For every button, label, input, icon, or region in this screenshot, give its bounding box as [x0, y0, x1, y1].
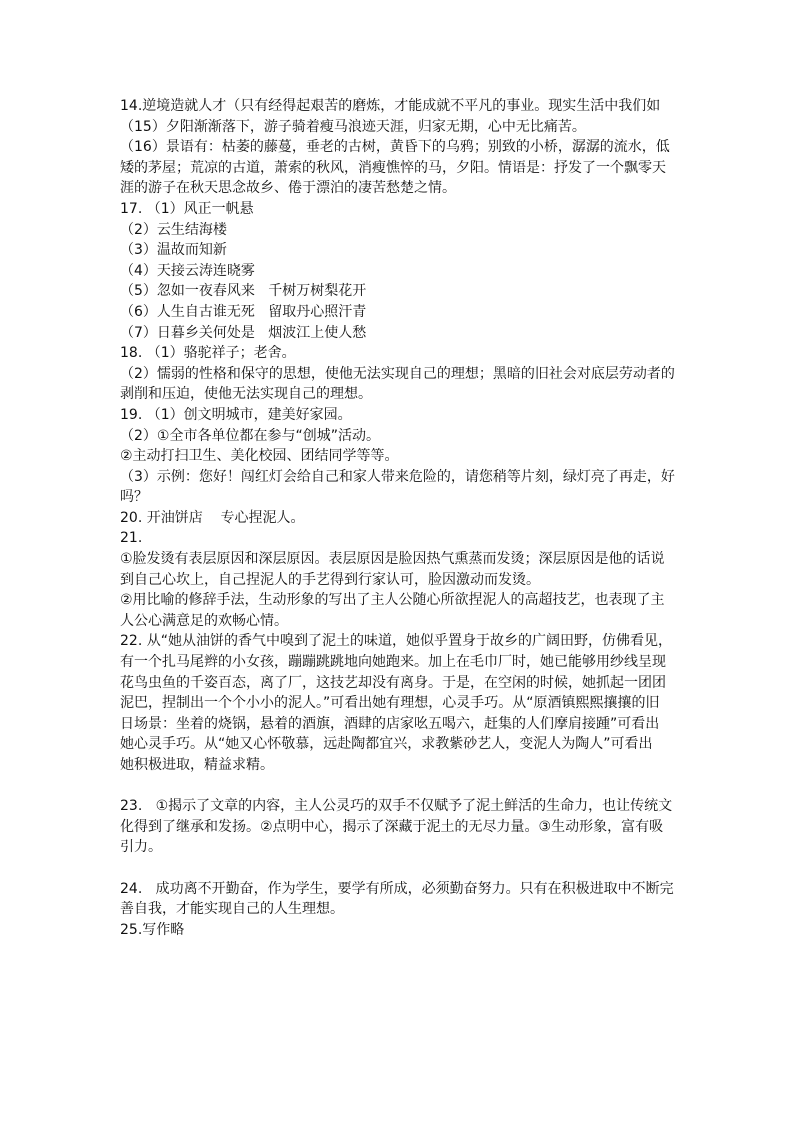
answer-22-line-3: 花鸟虫鱼的千姿百态，离了厂，这技艺却没有离身。于是，在空闲的时候，她抓起一团团: [120, 674, 666, 691]
answer-17-4: （4）天接云涛连晓雾: [120, 262, 255, 279]
answer-23-line-2: 化得到了继承和发扬。②点明中心，揭示了深藏于泥土的无尽力量。③生动形象，富有吸: [120, 818, 664, 835]
answer-22-line-6: 她心灵手巧。从“她又心怀敬慕，远赴陶都宜兴，求教紫砂艺人，变泥人为陶人”可看出: [120, 736, 653, 753]
answer-19-3-line-2: 吗？: [120, 489, 148, 506]
answer-document: [120, 96, 680, 940]
answer-22-line-7: 她积极进取，精益求精。: [120, 757, 274, 773]
paragraph-gap: [120, 776, 680, 797]
answer-21-2-line-1: ②用比喻的修辞手法，生动形象的写出了主人公随心所欲捏泥人的高超技艺，也表现了主: [120, 592, 665, 609]
answer-17-5: （5）忽如一夜春风来 千树万树梨花开: [120, 283, 367, 300]
answer-15-line: （15）夕阳渐渐落下，游子骑着瘦马浪迹天涯，归家无期，心中无比痛苦。: [120, 118, 586, 135]
answer-17-6: （6）人生自古谁无死 留取丹心照汗青: [120, 303, 367, 320]
answer-24-line-2: 善自我，才能实现自己的人生理想。: [120, 901, 344, 918]
paragraph-gap: [120, 858, 680, 879]
answer-16-line-3: 涯的游子在秋天思念故乡、倦于漂泊的凄苦愁楚之情。: [120, 180, 456, 197]
answer-21-2-line-2: 人公心满意足的欢畅心情。: [120, 612, 288, 629]
answer-24-line-1: 24. 成功离不开勤奋，作为学生，要学有所成，必须勤奋努力。只有在积极进取中不断完: [120, 880, 674, 897]
answer-22-line-1: 22. 从“她从油饼的香气中嗅到了泥土的味道，她似乎置身于故乡的广阔田野，仿佛看见，: [120, 633, 672, 650]
answer-22-line-5: 日场景：坐着的烧锅，悬着的酒旗，酒肆的店家吆五喝六，赶集的人们摩肩接踵”可看出: [120, 715, 660, 732]
answer-17-1: 17. （1）风正一帆悬: [120, 200, 254, 217]
answer-23-line-3: 引力。: [120, 839, 162, 856]
answer-18-2-line-1: （2）懦弱的性格和保守的思想，使他无法实现自己的理想；黑暗的旧社会对底层劳动者的: [120, 365, 675, 382]
answer-16-line-1: （16）景语有：枯萎的藤蔓，垂老的古树，黄昏下的乌鸦；别致的小桥，潺潺的流水，低: [120, 139, 670, 156]
answer-21-1-line-1: ①脸发烫有表层原因和深层原因。表层原因是脸因热气熏蒸而发烫；深层原因是他的话说: [120, 551, 665, 568]
answer-16-line-2: 矮的茅屋；荒凉的古道，萧索的秋风，消瘦憔悴的马，夕阳。情语是：抒发了一个飘零天: [120, 159, 666, 176]
answer-19-2-line-2: ②主动打扫卫生、美化校园、团结同学等等。: [120, 448, 399, 465]
answer-19-3-line-1: （3）示例：您好！闯红灯会给自己和家人带来危险的，请您稍等片刻，绿灯亮了再走，好: [120, 468, 675, 485]
answer-18-2-line-2: 剥削和压迫，使他无法实现自己的理想。: [120, 386, 372, 403]
answer-17-2: （2）云生结海楼: [120, 221, 227, 238]
answer-21-1-line-2: 到自己心坎上，自己捏泥人的手艺得到行家认可，脸因激动而发烫。: [120, 571, 540, 588]
answer-19-2-line-1: （2）①全市各单位都在参与“创城”活动。: [120, 427, 380, 444]
answer-22-line-4: 泥巴，捏制出一个个小小的泥人。”可看出她有理想，心灵手巧。从“原酒镇熙熙攘攘的旧: [120, 695, 660, 712]
answer-18-1: 18. （1）骆驼祥子；老舍。: [120, 345, 296, 362]
answer-17-3: （3）温故而知新: [120, 242, 227, 259]
answer-20: 20. 开油饼店 专心捏泥人。: [120, 509, 305, 526]
answer-17-7: （7）日暮乡关何处是 烟波江上使人愁: [120, 324, 367, 341]
answer-21-heading: 21.: [120, 530, 143, 547]
answer-25: 25.写作略: [120, 921, 185, 938]
answer-22-line-2: 有一个扎马尾辫的小女孩，蹦蹦跳跳地向她跑来。加上在毛巾厂时，她已能够用纱线呈现: [120, 654, 666, 671]
answer-23-line-1: 23. ①揭示了文章的内容，主人公灵巧的双手不仅赋予了泥土鲜活的生命力，也让传统文: [120, 798, 673, 815]
answer-14-line: 14.逆境造就人才（只有经得起艰苦的磨炼，才能成就不平凡的事业。现实生活中我们如: [120, 98, 661, 114]
answer-19-1: 19. （1）创文明城市，建美好家园。: [120, 406, 352, 423]
